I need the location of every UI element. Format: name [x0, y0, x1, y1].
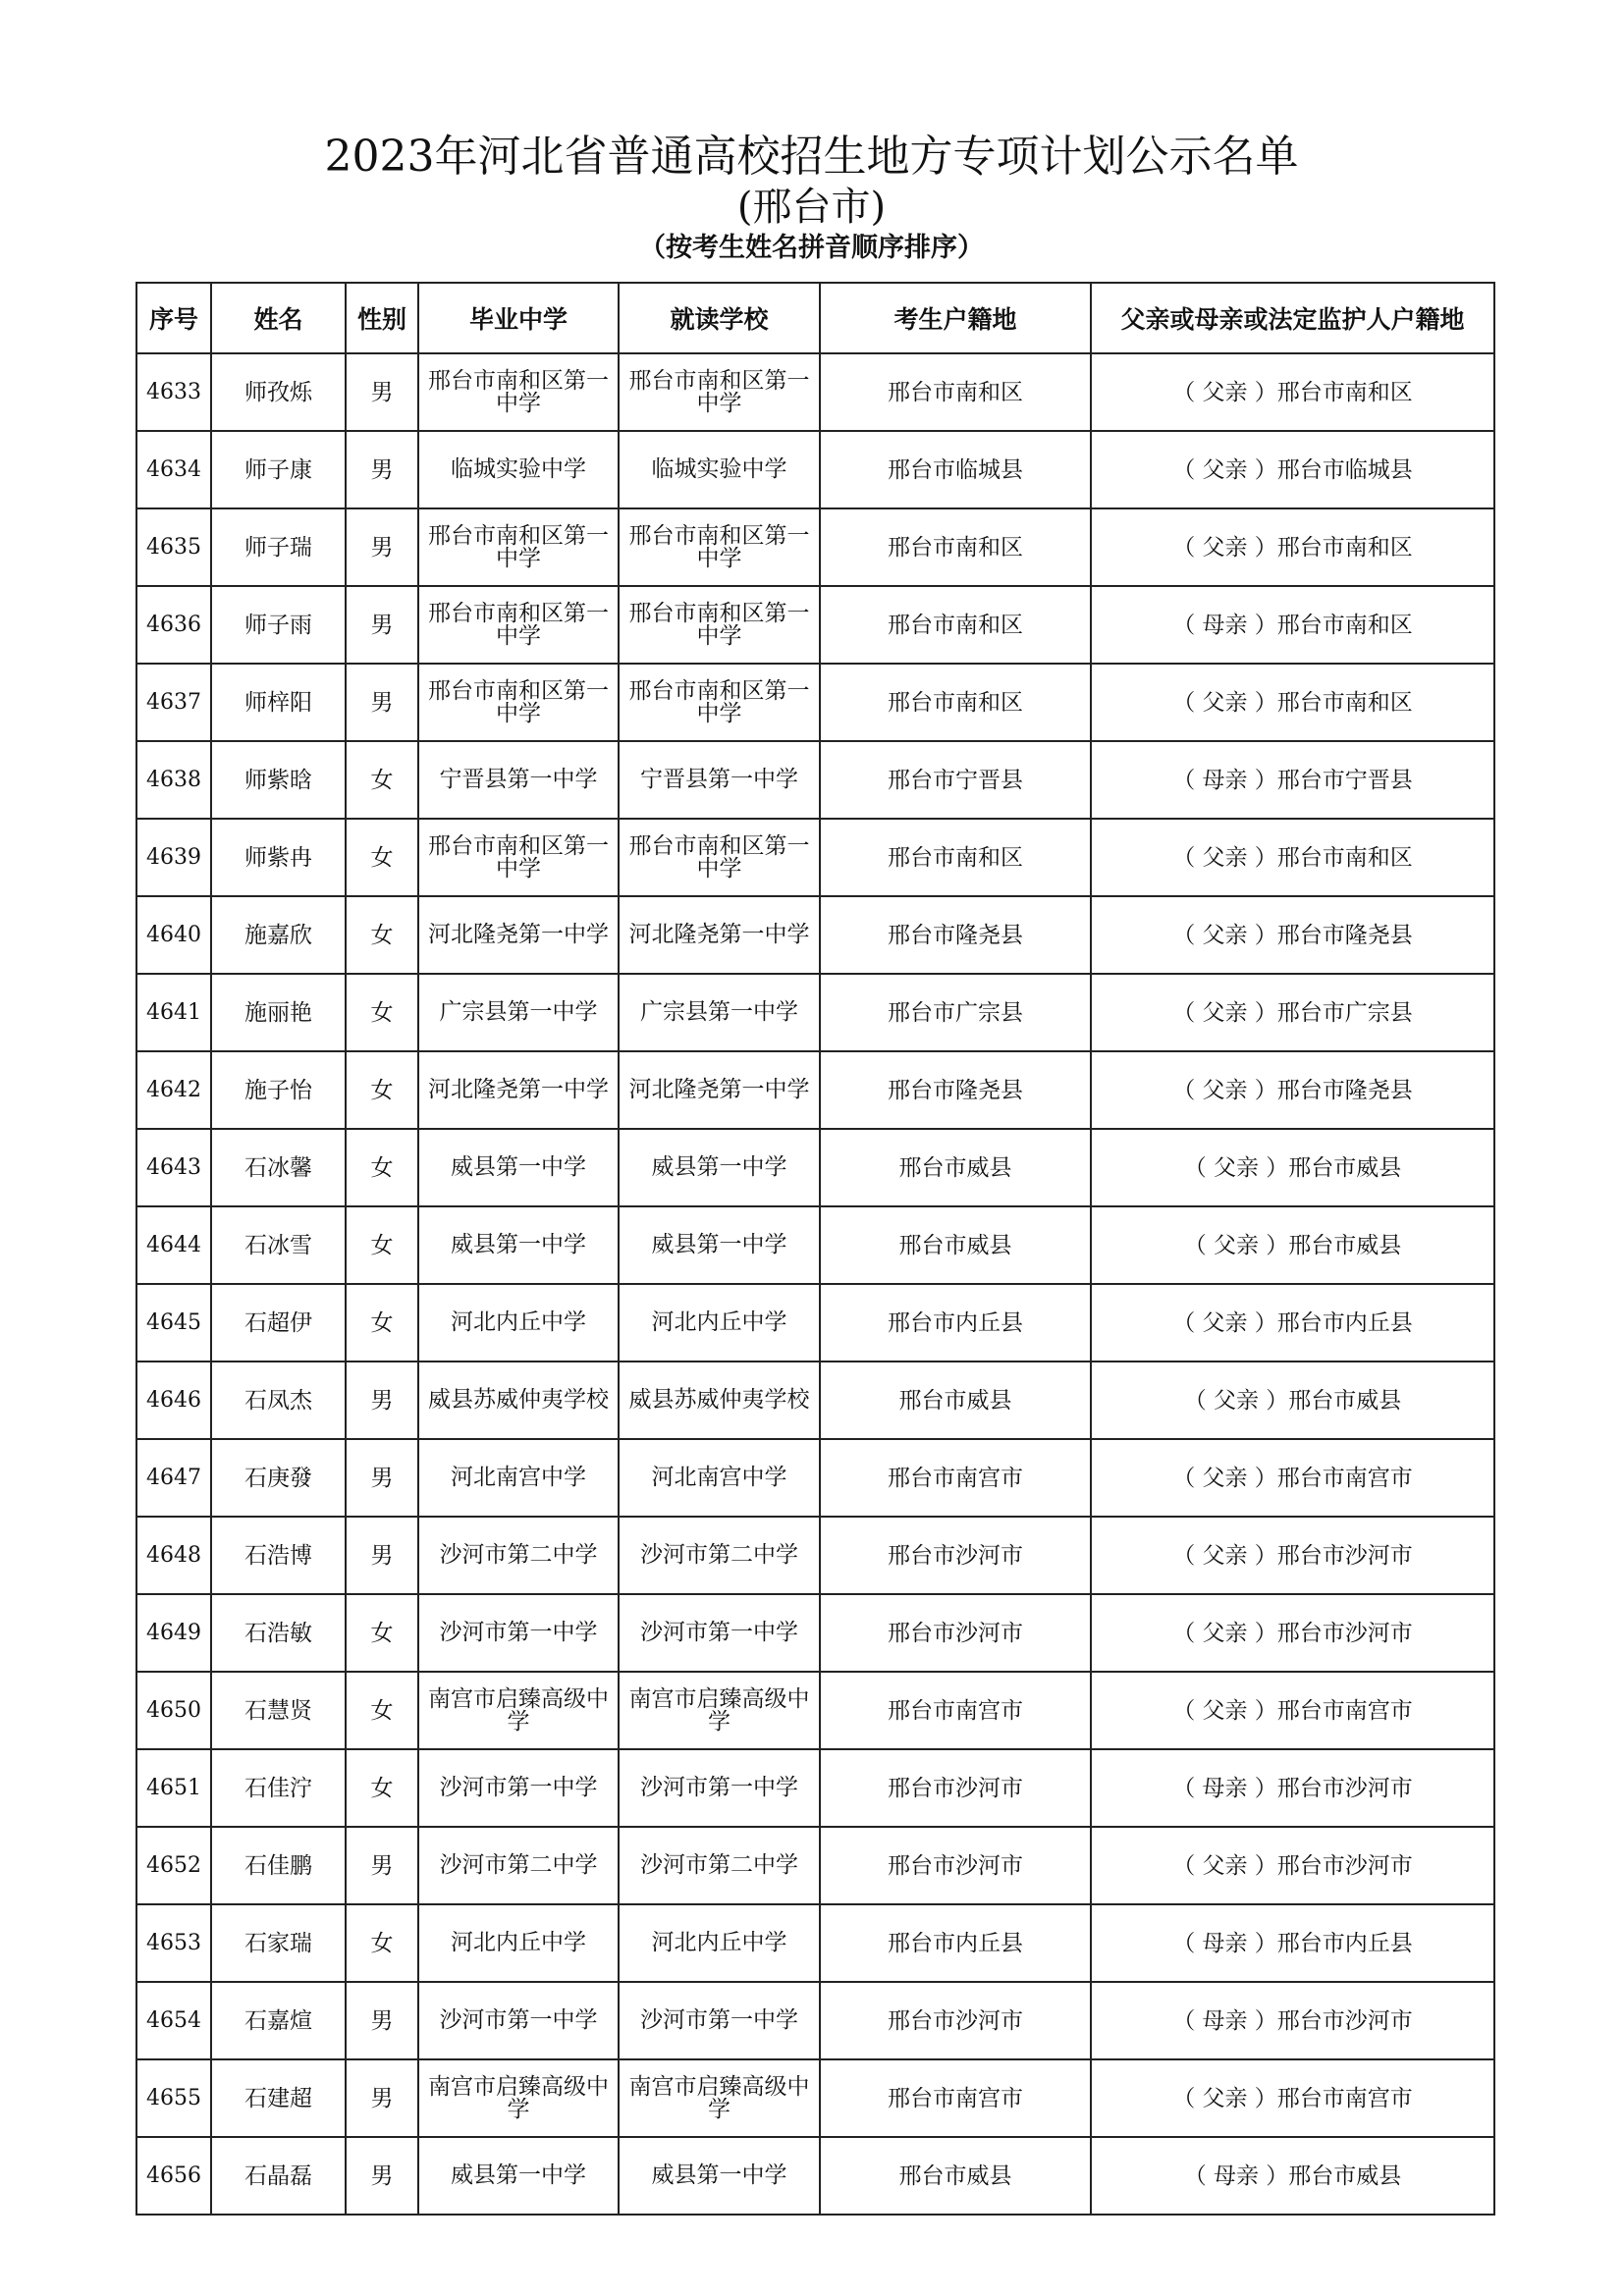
current-school-cell: 邢台市南和区第一中学 [619, 353, 820, 431]
parent-hukou-cell: （ 父亲 ）邢台市南宫市 [1091, 1439, 1494, 1517]
hukou-cell: 邢台市隆尧县 [820, 896, 1091, 974]
current-school-cell: 邢台市南和区第一中学 [619, 819, 820, 896]
table-row [136, 586, 1494, 664]
name-cell: 师子康 [211, 431, 346, 508]
current-school-cell: 邢台市南和区第一中学 [619, 664, 820, 741]
seq-cell: 4651 [136, 1749, 211, 1827]
table-row [136, 1362, 1494, 1439]
table-row [136, 1517, 1494, 1594]
parent-hukou-cell: （ 母亲 ）邢台市宁晋县 [1091, 741, 1494, 819]
hukou-cell: 邢台市威县 [820, 1206, 1091, 1284]
col-gender-header: 性别 [346, 283, 418, 353]
current-school-cell: 威县苏威仲夷学校 [619, 1362, 820, 1439]
seq-cell: 4648 [136, 1517, 211, 1594]
parent-hukou-cell: （ 父亲 ）邢台市威县 [1091, 1362, 1494, 1439]
hukou-cell: 邢台市威县 [820, 2137, 1091, 2215]
grad-school-cell: 邢台市南和区第一中学 [418, 819, 619, 896]
parent-hukou-cell: （ 父亲 ）邢台市南宫市 [1091, 2059, 1494, 2137]
table-row [136, 1672, 1494, 1749]
current-school-cell: 沙河市第一中学 [619, 1749, 820, 1827]
current-school-cell: 南宫市启臻高级中学 [619, 1672, 820, 1749]
gender-cell: 男 [346, 1982, 418, 2059]
grad-school-cell: 沙河市第二中学 [418, 1827, 619, 1904]
col-hukou-header: 考生户籍地 [820, 283, 1091, 353]
table-row [136, 353, 1494, 431]
gender-cell: 男 [346, 2137, 418, 2215]
name-cell: 施嘉欣 [211, 896, 346, 974]
document-subtitle-city: (邢台市) [736, 185, 887, 230]
current-school-cell: 沙河市第二中学 [619, 1827, 820, 1904]
gender-cell: 男 [346, 2059, 418, 2137]
gender-cell: 女 [346, 1051, 418, 1129]
current-school-cell: 河北隆尧第一中学 [619, 896, 820, 974]
gender-cell: 女 [346, 974, 418, 1051]
seq-cell: 4649 [136, 1594, 211, 1672]
grad-school-cell: 南宫市启臻高级中学 [418, 2059, 619, 2137]
table-row [136, 974, 1494, 1051]
parent-hukou-cell: （ 父亲 ）邢台市沙河市 [1091, 1594, 1494, 1672]
hukou-cell: 邢台市威县 [820, 1129, 1091, 1206]
hukou-cell: 邢台市内丘县 [820, 1284, 1091, 1362]
name-cell: 石冰馨 [211, 1129, 346, 1206]
hukou-cell: 邢台市临城县 [820, 431, 1091, 508]
parent-hukou-cell: （ 父亲 ）邢台市南和区 [1091, 508, 1494, 586]
grad-school-cell: 邢台市南和区第一中学 [418, 586, 619, 664]
parent-hukou-cell: （ 父亲 ）邢台市威县 [1091, 1129, 1494, 1206]
parent-hukou-cell: （ 母亲 ）邢台市沙河市 [1091, 1982, 1494, 2059]
table-row [136, 741, 1494, 819]
hukou-cell: 邢台市南和区 [820, 586, 1091, 664]
seq-cell: 4637 [136, 664, 211, 741]
gender-cell: 女 [346, 1904, 418, 1982]
grad-school-cell: 沙河市第二中学 [418, 1517, 619, 1594]
hukou-cell: 邢台市南和区 [820, 353, 1091, 431]
name-cell: 师子瑞 [211, 508, 346, 586]
parent-hukou-cell: （ 母亲 ）邢台市内丘县 [1091, 1904, 1494, 1982]
name-cell: 石佳鹏 [211, 1827, 346, 1904]
name-cell: 石晶磊 [211, 2137, 346, 2215]
seq-cell: 4635 [136, 508, 211, 586]
grad-school-cell: 河北内丘中学 [418, 1904, 619, 1982]
gender-cell: 女 [346, 896, 418, 974]
hukou-cell: 邢台市南和区 [820, 819, 1091, 896]
col-seq-header: 序号 [136, 283, 211, 353]
gender-cell: 女 [346, 1594, 418, 1672]
name-cell: 石嘉煊 [211, 1982, 346, 2059]
hukou-cell: 邢台市隆尧县 [820, 1051, 1091, 1129]
seq-cell: 4638 [136, 741, 211, 819]
parent-hukou-cell: （ 父亲 ）邢台市南和区 [1091, 664, 1494, 741]
current-school-cell: 威县第一中学 [619, 1206, 820, 1284]
table-row [136, 1439, 1494, 1517]
current-school-cell: 沙河市第一中学 [619, 1982, 820, 2059]
grad-school-cell: 宁晋县第一中学 [418, 741, 619, 819]
col-parent-hukou-header: 父亲或母亲或法定监护人户籍地 [1091, 283, 1494, 353]
current-school-cell: 宁晋县第一中学 [619, 741, 820, 819]
name-cell: 石浩博 [211, 1517, 346, 1594]
current-school-cell: 沙河市第二中学 [619, 1517, 820, 1594]
hukou-cell: 邢台市沙河市 [820, 1827, 1091, 1904]
grad-school-cell: 威县苏威仲夷学校 [418, 1362, 619, 1439]
name-cell: 师孜烁 [211, 353, 346, 431]
gender-cell: 女 [346, 1129, 418, 1206]
gender-cell: 男 [346, 353, 418, 431]
gender-cell: 男 [346, 664, 418, 741]
name-cell: 石凤杰 [211, 1362, 346, 1439]
name-cell: 师紫冉 [211, 819, 346, 896]
grad-school-cell: 沙河市第一中学 [418, 1982, 619, 2059]
hukou-cell: 邢台市沙河市 [820, 1749, 1091, 1827]
seq-cell: 4640 [136, 896, 211, 974]
hukou-cell: 邢台市沙河市 [820, 1982, 1091, 2059]
table-row [136, 1284, 1494, 1362]
grad-school-cell: 河北隆尧第一中学 [418, 1051, 619, 1129]
current-school-cell: 河北隆尧第一中学 [619, 1051, 820, 1129]
table-row [136, 1206, 1494, 1284]
hukou-cell: 邢台市南和区 [820, 508, 1091, 586]
seq-cell: 4634 [136, 431, 211, 508]
gender-cell: 男 [346, 1517, 418, 1594]
grad-school-cell: 广宗县第一中学 [418, 974, 619, 1051]
table-row [136, 1982, 1494, 2059]
name-cell: 石庚發 [211, 1439, 346, 1517]
current-school-cell: 邢台市南和区第一中学 [619, 586, 820, 664]
name-cell: 师紫晗 [211, 741, 346, 819]
parent-hukou-cell: （ 父亲 ）邢台市南宫市 [1091, 1672, 1494, 1749]
table-row [136, 1827, 1494, 1904]
seq-cell: 4655 [136, 2059, 211, 2137]
name-cell: 石建超 [211, 2059, 346, 2137]
gender-cell: 女 [346, 741, 418, 819]
current-school-cell: 南宫市启臻高级中学 [619, 2059, 820, 2137]
sort-note: （按考生姓名拼音顺序排序） [639, 233, 984, 263]
parent-hukou-cell: （ 父亲 ）邢台市隆尧县 [1091, 896, 1494, 974]
hukou-cell: 邢台市宁晋县 [820, 741, 1091, 819]
seq-cell: 4653 [136, 1904, 211, 1982]
gender-cell: 女 [346, 1749, 418, 1827]
hukou-cell: 邢台市南宫市 [820, 1439, 1091, 1517]
table-header-row [136, 283, 1494, 353]
seq-cell: 4647 [136, 1439, 211, 1517]
grad-school-cell: 南宫市启臻高级中学 [418, 1672, 619, 1749]
table-row [136, 1749, 1494, 1827]
parent-hukou-cell: （ 父亲 ）邢台市隆尧县 [1091, 1051, 1494, 1129]
name-cell: 石冰雪 [211, 1206, 346, 1284]
gender-cell: 男 [346, 508, 418, 586]
grad-school-cell: 邢台市南和区第一中学 [418, 664, 619, 741]
gender-cell: 男 [346, 1827, 418, 1904]
table-row [136, 1051, 1494, 1129]
col-name-header: 姓名 [211, 283, 346, 353]
name-cell: 师梓阳 [211, 664, 346, 741]
seq-cell: 4633 [136, 353, 211, 431]
current-school-cell: 河北内丘中学 [619, 1284, 820, 1362]
seq-cell: 4644 [136, 1206, 211, 1284]
roster-table [135, 282, 1495, 2216]
name-cell: 石佳泞 [211, 1749, 346, 1827]
grad-school-cell: 威县第一中学 [418, 2137, 619, 2215]
current-school-cell: 邢台市南和区第一中学 [619, 508, 820, 586]
parent-hukou-cell: （ 母亲 ）邢台市威县 [1091, 2137, 1494, 2215]
grad-school-cell: 河北南宫中学 [418, 1439, 619, 1517]
gender-cell: 男 [346, 586, 418, 664]
parent-hukou-cell: （ 父亲 ）邢台市南和区 [1091, 819, 1494, 896]
table-row [136, 1129, 1494, 1206]
current-school-cell: 河北南宫中学 [619, 1439, 820, 1517]
grad-school-cell: 河北隆尧第一中学 [418, 896, 619, 974]
hukou-cell: 邢台市南宫市 [820, 2059, 1091, 2137]
hukou-cell: 邢台市南宫市 [820, 1672, 1091, 1749]
grad-school-cell: 威县第一中学 [418, 1129, 619, 1206]
table-row [136, 819, 1494, 896]
seq-cell: 4643 [136, 1129, 211, 1206]
hukou-cell: 邢台市沙河市 [820, 1594, 1091, 1672]
name-cell: 石家瑞 [211, 1904, 346, 1982]
parent-hukou-cell: （ 母亲 ）邢台市南和区 [1091, 586, 1494, 664]
seq-cell: 4641 [136, 974, 211, 1051]
current-school-cell: 威县第一中学 [619, 2137, 820, 2215]
seq-cell: 4639 [136, 819, 211, 896]
seq-cell: 4650 [136, 1672, 211, 1749]
seq-cell: 4654 [136, 1982, 211, 2059]
grad-school-cell: 沙河市第一中学 [418, 1749, 619, 1827]
table-row [136, 1594, 1494, 1672]
name-cell: 施丽艳 [211, 974, 346, 1051]
current-school-cell: 广宗县第一中学 [619, 974, 820, 1051]
document-title: 2023年河北省普通高校招生地方专项计划公示名单 [324, 132, 1299, 182]
gender-cell: 男 [346, 1362, 418, 1439]
parent-hukou-cell: （ 父亲 ）邢台市临城县 [1091, 431, 1494, 508]
seq-cell: 4652 [136, 1827, 211, 1904]
seq-cell: 4646 [136, 1362, 211, 1439]
name-cell: 石慧贤 [211, 1672, 346, 1749]
col-current-school-header: 就读学校 [619, 283, 820, 353]
seq-cell: 4645 [136, 1284, 211, 1362]
table-row [136, 664, 1494, 741]
parent-hukou-cell: （ 父亲 ）邢台市内丘县 [1091, 1284, 1494, 1362]
name-cell: 师子雨 [211, 586, 346, 664]
table-row [136, 896, 1494, 974]
grad-school-cell: 威县第一中学 [418, 1206, 619, 1284]
grad-school-cell: 临城实验中学 [418, 431, 619, 508]
name-cell: 石超伊 [211, 1284, 346, 1362]
hukou-cell: 邢台市沙河市 [820, 1517, 1091, 1594]
parent-hukou-cell: （ 父亲 ）邢台市威县 [1091, 1206, 1494, 1284]
gender-cell: 女 [346, 1672, 418, 1749]
gender-cell: 女 [346, 819, 418, 896]
current-school-cell: 临城实验中学 [619, 431, 820, 508]
grad-school-cell: 沙河市第一中学 [418, 1594, 619, 1672]
name-cell: 石浩敏 [211, 1594, 346, 1672]
gender-cell: 男 [346, 1439, 418, 1517]
col-grad-school-header: 毕业中学 [418, 283, 619, 353]
gender-cell: 女 [346, 1206, 418, 1284]
gender-cell: 女 [346, 1284, 418, 1362]
parent-hukou-cell: （ 父亲 ）邢台市南和区 [1091, 353, 1494, 431]
gender-cell: 男 [346, 431, 418, 508]
current-school-cell: 沙河市第一中学 [619, 1594, 820, 1672]
name-cell: 施子怡 [211, 1051, 346, 1129]
seq-cell: 4636 [136, 586, 211, 664]
hukou-cell: 邢台市内丘县 [820, 1904, 1091, 1982]
parent-hukou-cell: （ 母亲 ）邢台市沙河市 [1091, 1749, 1494, 1827]
hukou-cell: 邢台市广宗县 [820, 974, 1091, 1051]
parent-hukou-cell: （ 父亲 ）邢台市沙河市 [1091, 1827, 1494, 1904]
table-row [136, 2137, 1494, 2215]
grad-school-cell: 河北内丘中学 [418, 1284, 619, 1362]
table-row [136, 508, 1494, 586]
seq-cell: 4656 [136, 2137, 211, 2215]
parent-hukou-cell: （ 父亲 ）邢台市广宗县 [1091, 974, 1494, 1051]
seq-cell: 4642 [136, 1051, 211, 1129]
current-school-cell: 威县第一中学 [619, 1129, 820, 1206]
current-school-cell: 河北内丘中学 [619, 1904, 820, 1982]
grad-school-cell: 邢台市南和区第一中学 [418, 508, 619, 586]
table-row [136, 1904, 1494, 1982]
grad-school-cell: 邢台市南和区第一中学 [418, 353, 619, 431]
hukou-cell: 邢台市威县 [820, 1362, 1091, 1439]
table-row [136, 431, 1494, 508]
table-row [136, 2059, 1494, 2137]
hukou-cell: 邢台市南和区 [820, 664, 1091, 741]
parent-hukou-cell: （ 父亲 ）邢台市沙河市 [1091, 1517, 1494, 1594]
